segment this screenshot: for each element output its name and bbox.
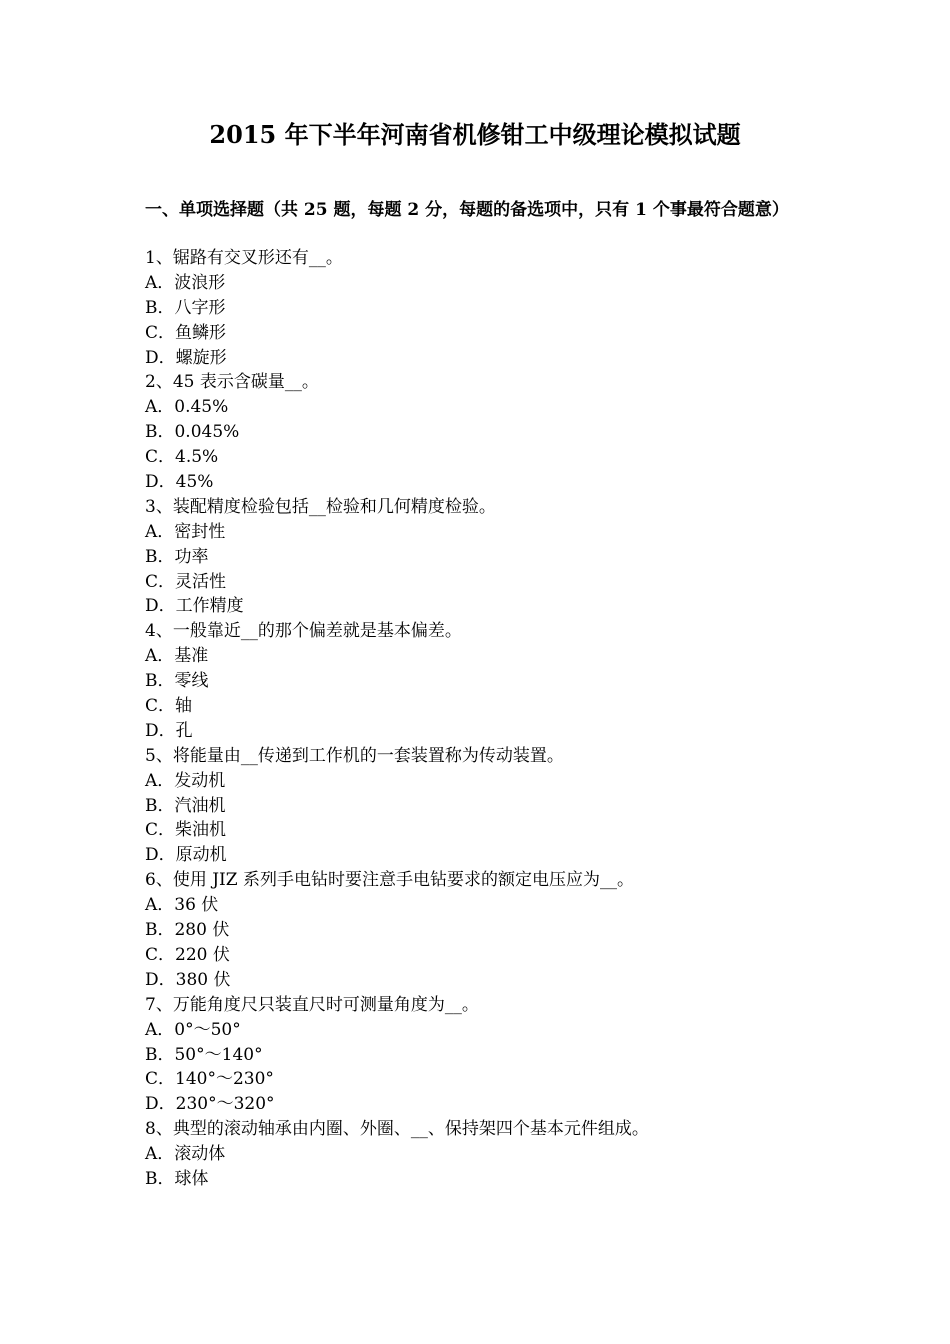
question-block — [145, 495, 815, 619]
answer-option: A．基准 — [145, 646, 209, 667]
question-stem: 8、典型的滚动轴承由内圈、外圈、__、保持架四个基本元件组成。 — [145, 1119, 649, 1140]
answer-option: B．功率 — [145, 546, 209, 567]
question-stem: 5、将能量由__传递到工作机的一套装置称为传动装置。 — [145, 745, 564, 766]
answer-option: B．八字形 — [145, 297, 226, 318]
question-stem: 1、锯路有交叉形还有__。 — [145, 248, 343, 268]
answer-option: D．230°～320° — [145, 1094, 275, 1115]
answer-option: D．工作精度 — [145, 596, 244, 617]
answer-option: A．0.45% — [145, 397, 229, 418]
answer-option: D．孔 — [145, 720, 193, 741]
answer-option: C．灵活性 — [145, 571, 227, 592]
question-block — [145, 868, 815, 992]
answer-option: C．柴油机 — [145, 820, 227, 841]
answer-option: C．140°～230° — [145, 1069, 274, 1090]
section-heading: 一、单项选择题（共 25 题，每题 2 分，每题的备选项中，只有 1 个事最符合题意） — [145, 200, 789, 220]
answer-option: B．球体 — [145, 1168, 209, 1189]
answer-option: A．36 伏 — [145, 895, 219, 916]
question-block — [145, 619, 815, 743]
question-list — [145, 246, 815, 1192]
answer-option: C．鱼鳞形 — [145, 322, 227, 343]
question-stem: 6、使用 JIZ 系列手电钻时要注意手电钻要求的额定电压应为__。 — [145, 870, 634, 891]
question-stem: 7、万能角度尺只装直尺时可测量角度为__。 — [145, 994, 479, 1015]
answer-option: D．原动机 — [145, 845, 227, 866]
question-block — [145, 370, 815, 494]
answer-option: C．4.5% — [145, 447, 219, 468]
question-stem: 4、一般靠近__的那个偏差就是基本偏差。 — [145, 621, 462, 642]
answer-option: B．0.045% — [145, 422, 240, 443]
answer-option: A．波浪形 — [145, 272, 226, 293]
question-block — [145, 993, 815, 1117]
answer-option: B．零线 — [145, 671, 209, 692]
answer-option: C．220 伏 — [145, 944, 230, 965]
answer-option: D．45% — [145, 472, 214, 493]
answer-option: D．380 伏 — [145, 969, 231, 990]
answer-option: A．滚动体 — [145, 1144, 226, 1165]
document-title: 2015 年下半年河南省机修钳工中级理论模拟试题 — [209, 120, 741, 149]
answer-option: A．0°～50° — [145, 1019, 241, 1040]
answer-option: A．发动机 — [145, 770, 226, 791]
answer-option: B．50°～140° — [145, 1044, 263, 1065]
answer-option: B．汽油机 — [145, 795, 226, 816]
question-stem: 2、45 表示含碳量__。 — [145, 372, 319, 393]
question-stem: 3、装配精度检验包括__检验和几何精度检验。 — [145, 496, 496, 517]
question-block — [145, 246, 815, 370]
question-block — [145, 744, 815, 868]
question-block — [145, 1117, 815, 1192]
answer-option: B．280 伏 — [145, 920, 230, 941]
answer-option: C．轴 — [145, 696, 193, 717]
answer-option: A．密封性 — [145, 521, 226, 542]
answer-option: D．螺旋形 — [145, 347, 227, 368]
